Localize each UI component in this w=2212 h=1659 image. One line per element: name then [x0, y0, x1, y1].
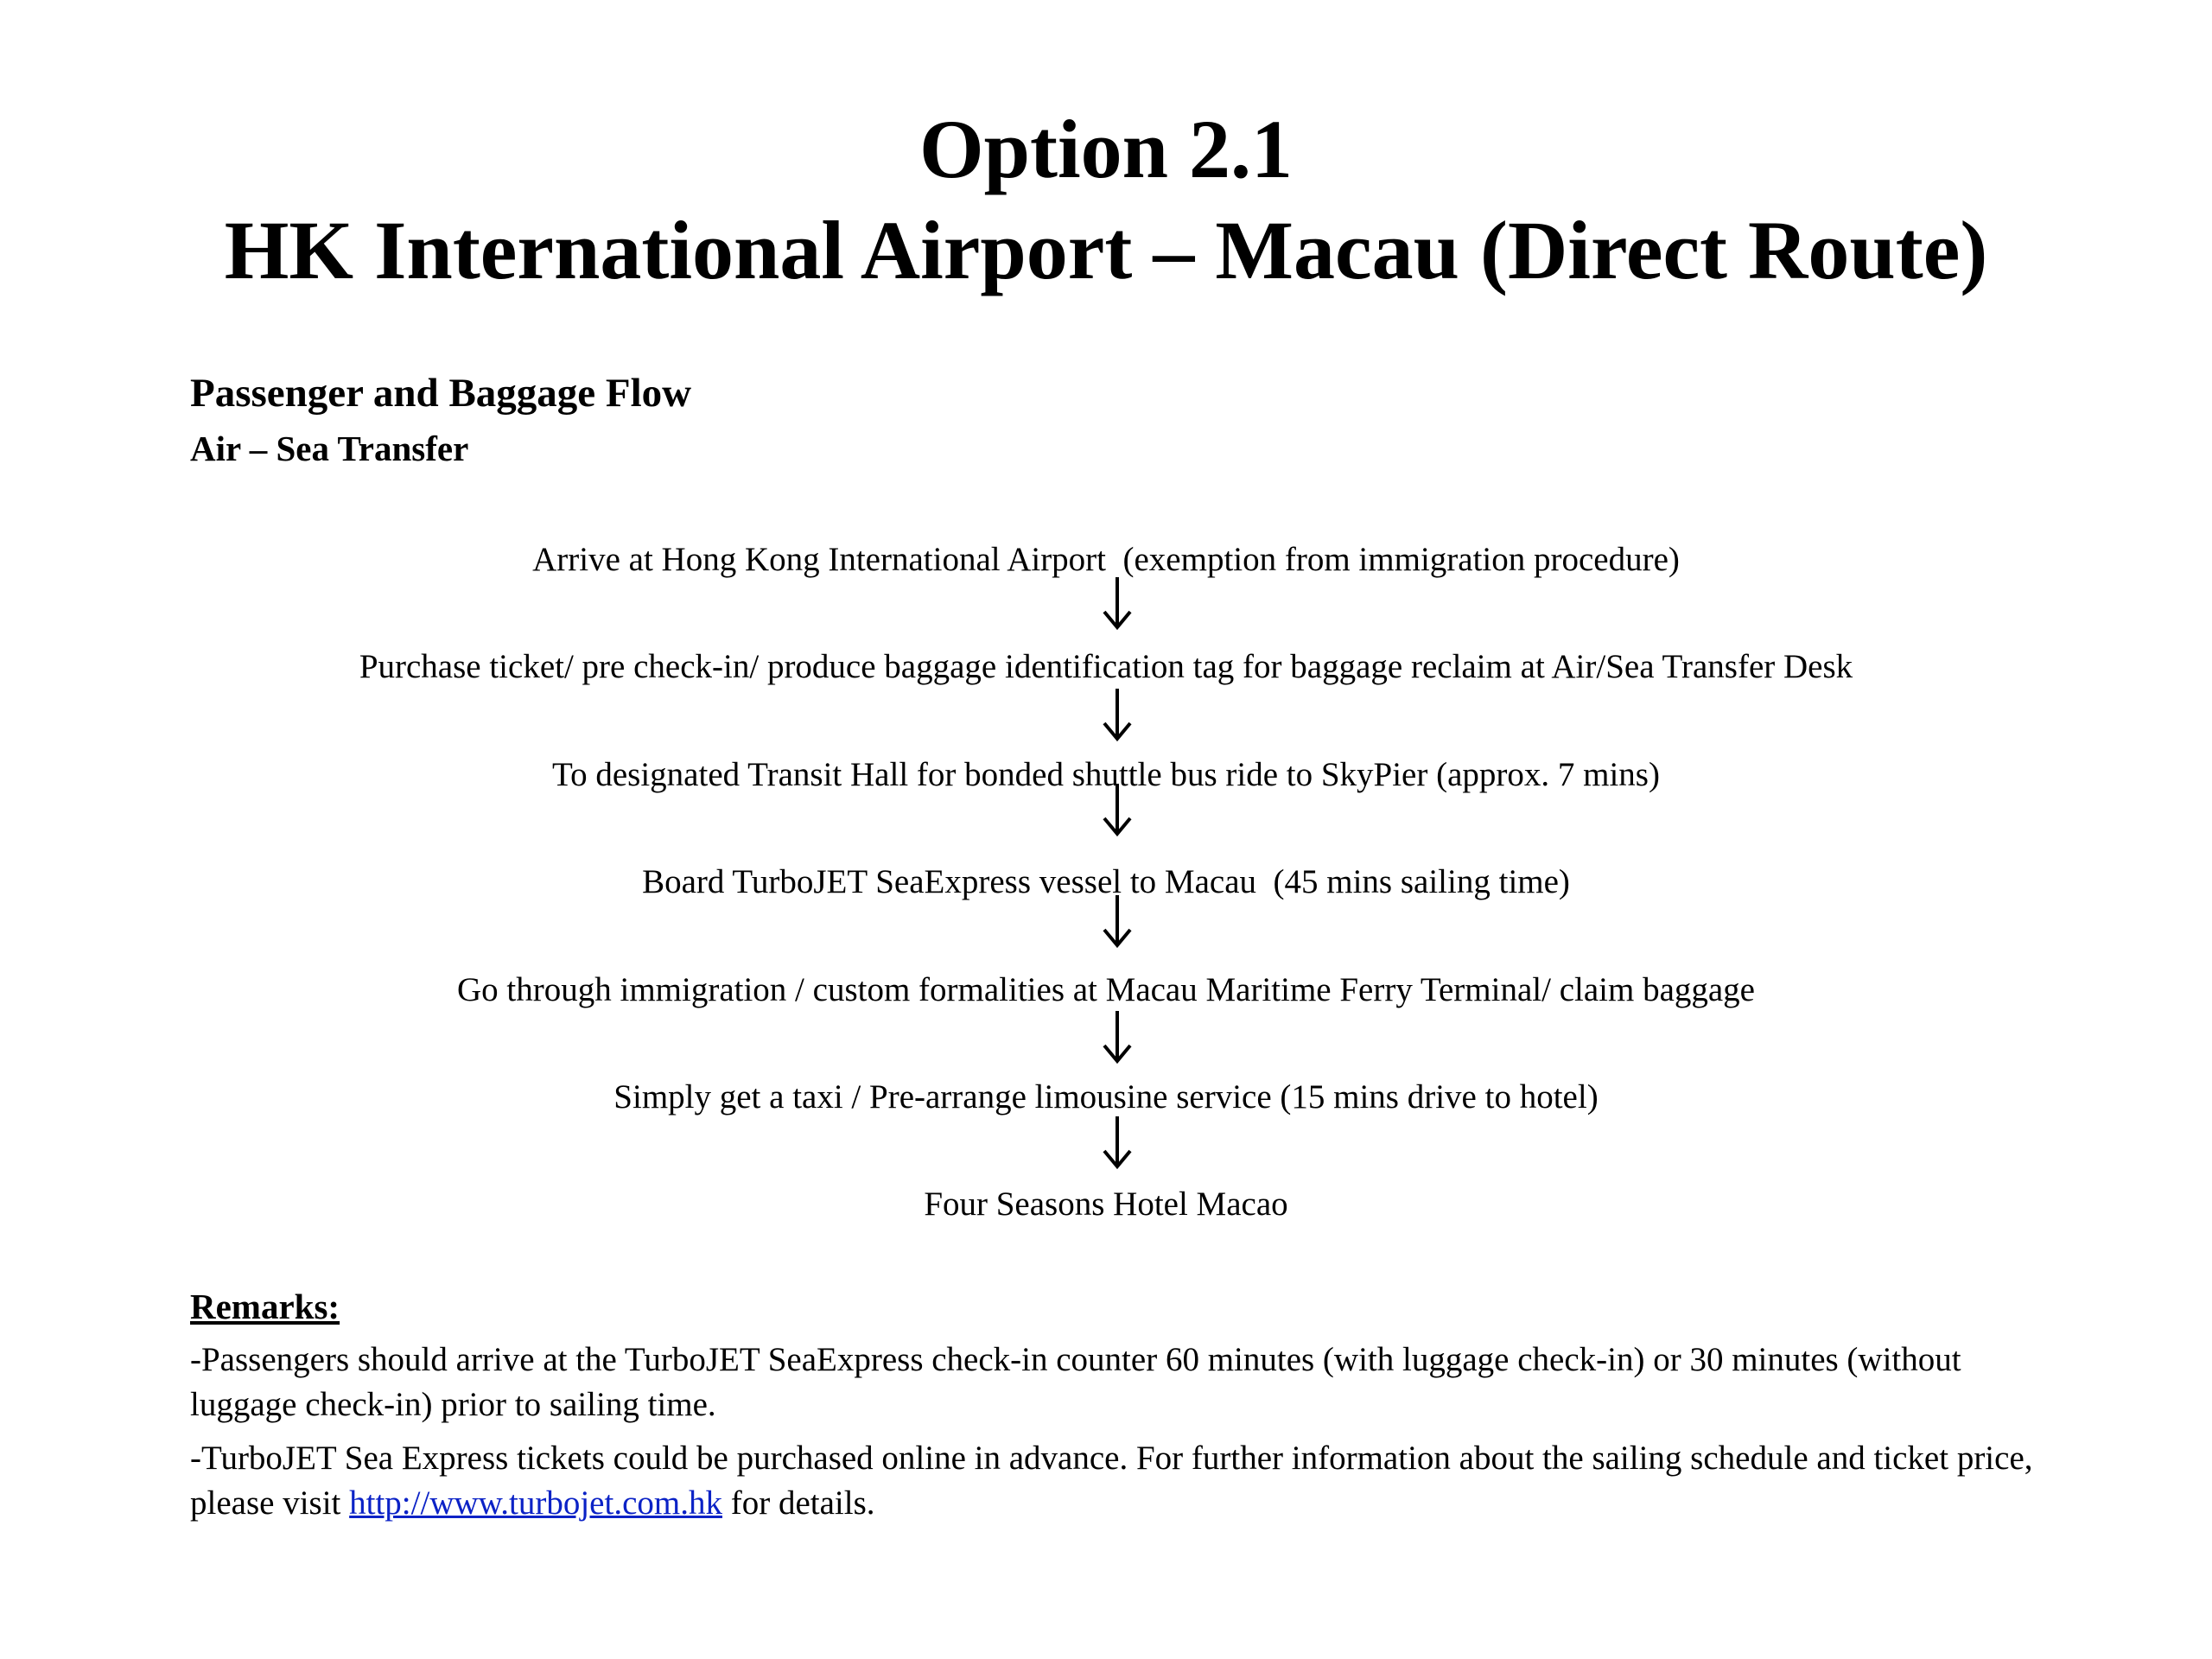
flow-step-purchase-ticket: Purchase ticket/ pre check-in/ produce baggage identification tag for baggage reclaim at Air/Sea Transfer Desk — [359, 648, 1853, 685]
section-heading: Passenger and Baggage Flow — [190, 371, 692, 416]
remark-item: -Passengers should arrive at the TurboJET SeaExpress check-in counter 60 minutes (with luggage check-in) or 30 minutes (without luggage check-in) prior to sailing time. — [190, 1341, 1961, 1423]
flow-step-arrive-airport: Arrive at Hong Kong International Airport (exemption from immigration procedure) — [532, 541, 1680, 578]
down-arrow-icon — [1100, 689, 1135, 742]
flow-step-hotel: Four Seasons Hotel Macao — [924, 1185, 1288, 1223]
remarks-heading: Remarks: — [190, 1287, 340, 1326]
flow-step-immigration: Go through immigration / custom formalities at Macau Maritime Ferry Terminal/ claim baggage — [457, 971, 1755, 1008]
down-arrow-icon — [1100, 1116, 1135, 1170]
remark-item — [190, 1436, 2074, 1526]
page-subtitle: HK International Airport – Macau (Direct Route) — [224, 204, 1988, 296]
down-arrow-icon — [1100, 1011, 1135, 1065]
flow-step-transit-hall: To designated Transit Hall for bonded shuttle bus ride to SkyPier (approx. 7 mins) — [552, 756, 1660, 793]
page-title: Option 2.1 — [918, 103, 1294, 195]
down-arrow-icon — [1100, 577, 1135, 631]
remark-text: -TurboJET Sea Express tickets could be purchased online in advance. For further information about the sailing schedule and ticket price, please visit — [190, 1440, 2033, 1522]
section-subheading: Air – Sea Transfer — [190, 429, 469, 468]
remark-text: for details. — [721, 1484, 875, 1522]
down-arrow-icon — [1100, 784, 1135, 837]
turbojet-link[interactable]: http://www.turbojet.com.hk — [349, 1484, 722, 1522]
flow-step-taxi-limousine: Simply get a taxi / Pre-arrange limousine service (15 mins drive to hotel) — [613, 1078, 1599, 1116]
down-arrow-icon — [1100, 895, 1135, 949]
flow-step-board-vessel: Board TurboJET SeaExpress vessel to Macau (45 mins sailing time) — [642, 863, 1570, 900]
